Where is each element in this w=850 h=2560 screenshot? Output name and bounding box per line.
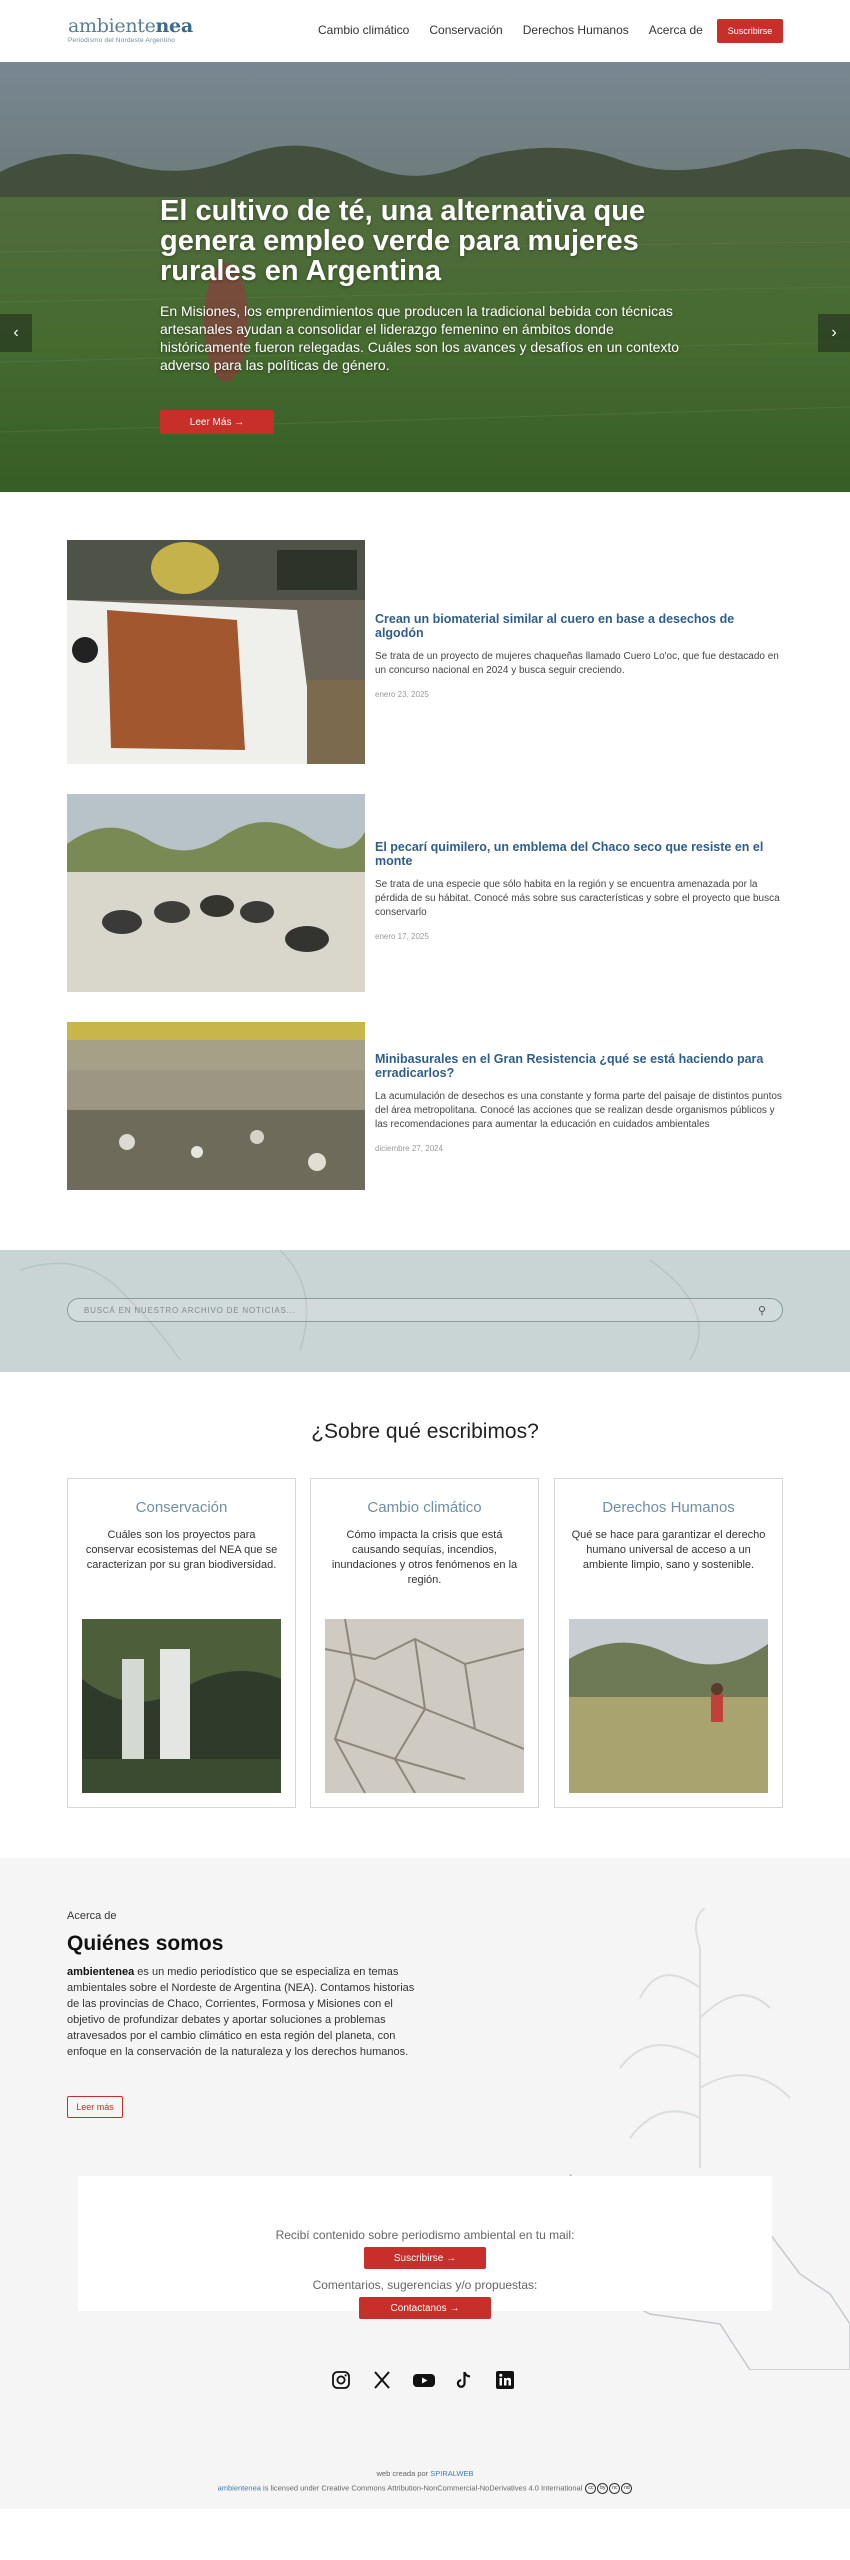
archive-search-section: [0, 1250, 850, 1372]
topic-card-title: Conservación: [135, 1499, 228, 1516]
subscribe-prompt: Recibí contenido sobre periodismo ambiental en tu mail:: [275, 2228, 575, 2242]
hero-title[interactable]: El cultivo de té, una alternativa que genera empleo verde para mujeres rurales en Argentina: [160, 195, 646, 287]
contact-button[interactable]: Contactanos →: [359, 2297, 491, 2319]
article-excerpt: Se trata de un proyecto de mujeres chaqueñas llamado Cuero Lo'oc, que fue destacado en un concurso nacional en 2024 y busca seguir creciendo.: [375, 651, 779, 676]
search-icon[interactable]: ⚲: [757, 1304, 766, 1317]
about-description: es un medio periodístico que se especializa en temas ambientales sobre el Nordeste de Argentina (NEA). Contamos historias de las provincias de Chaco, Corrientes, Formosa y Misiones con el objetivo de profundizar debates y aportar soluciones a problemas atravesados por el cambio climático en esta región del planeta, con enfoque en la conservación de la naturaleza y los derechos humanos.: [67, 1966, 415, 2058]
article-title[interactable]: Minibasurales en el Gran Resistencia ¿qué se está haciendo para erradicarlos?: [375, 1052, 764, 1080]
garbage-dump-image: [67, 1022, 365, 1190]
linkedin-icon[interactable]: [495, 2370, 515, 2390]
topic-card-text: Cómo impacta la crisis que está causando sequías, incendios, inundaciones y otros fenómenos en la región.: [331, 1529, 518, 1586]
header-subscribe-button[interactable]: Suscribirse: [717, 19, 783, 43]
article-card: [67, 540, 783, 764]
site-header: [0, 0, 850, 62]
credit-link[interactable]: SPIRALWEB: [430, 2469, 474, 2478]
cc-icon: cc: [585, 2483, 596, 2494]
footer-credit: web creada por SPIRALWEB: [376, 2469, 474, 2478]
social-links: [0, 2370, 850, 2463]
plant-illustration-decoration: [570, 1908, 830, 2168]
footer-license: [0, 2483, 850, 2494]
hero-slider: [0, 62, 850, 492]
topics-title: ¿Sobre qué escribimos?: [311, 1420, 539, 1443]
article-card: [67, 1022, 783, 1190]
topics-section: [0, 1372, 850, 1858]
article-thumbnail[interactable]: [67, 540, 365, 764]
nav-derechos-humanos[interactable]: Derechos Humanos: [522, 23, 629, 37]
chevron-left-icon: ‹: [13, 324, 19, 341]
youtube-icon[interactable]: [413, 2370, 433, 2390]
tiktok-icon[interactable]: [454, 2370, 474, 2390]
about-brand: ambientenea: [67, 1966, 135, 1978]
logo-tagline: Periodismo del Nordeste Argentino: [68, 37, 176, 44]
instagram-icon[interactable]: [331, 2370, 351, 2390]
subscribe-card: [78, 2176, 772, 2314]
search-input[interactable]: [67, 1298, 783, 1322]
article-title[interactable]: El pecarí quimilero, un emblema del Chaco seco que resiste en el monte: [375, 840, 764, 868]
hero-prev-button[interactable]: [0, 314, 32, 352]
article-date: enero 23, 2025: [375, 690, 429, 699]
about-title: Quiénes somos: [67, 1932, 224, 1955]
about-read-more-button[interactable]: Leer más: [67, 2096, 123, 2118]
topic-card-text: Cuáles son los proyectos para conservar ecosistemas del NEA que se caracterizan por su gran biodiversidad.: [85, 1529, 278, 1571]
article-body: [375, 840, 783, 941]
contact-prompt: Comentarios, sugerencias y/o propuestas:: [312, 2278, 538, 2292]
peccary-image: [67, 794, 365, 992]
chevron-right-icon: ›: [831, 324, 837, 341]
waterfall-image: [82, 1619, 281, 1793]
article-thumbnail[interactable]: [67, 794, 365, 992]
article-list: [0, 492, 850, 1250]
license-site-link[interactable]: ambientenea: [217, 2483, 261, 2493]
leather-biomaterial-image: [67, 540, 365, 764]
article-body: [375, 1052, 783, 1153]
article-excerpt: Se trata de una especie que sólo habita en la región y se encuentra amenazada por la pérdida de su hábitat. Conocé más sobre sus características y sobre el proyecto que busca conservarlo: [375, 879, 780, 918]
topic-card-title: Derechos Humanos: [602, 1499, 735, 1516]
about-section: [0, 1858, 850, 2174]
about-text: [67, 1964, 422, 2060]
article-title[interactable]: Crean un biomaterial similar al cuero en base a desechos de algodón: [375, 612, 735, 640]
site-footer: [0, 2463, 850, 2509]
topic-card-cambio-climatico[interactable]: [310, 1478, 539, 1808]
hero-next-button[interactable]: [818, 314, 850, 352]
nav-acerca-de[interactable]: Acerca de: [648, 23, 703, 37]
topic-card-text: Qué se hace para garantizar el derecho humano universal de acceso a un ambiente limpio, sano y sostenible.: [571, 1529, 766, 1571]
hero-excerpt: En Misiones, los emprendimientos que producen la tradicional bebida con técnicas artesanales ayudan a consolidar el liderazgo femenino en ámbitos donde históricamente fueron relegadas. Cuáles son los avances y desafíos en un contexto adverso para las políticas de género.: [160, 303, 680, 373]
cc-nc-icon: nc: [609, 2483, 620, 2494]
nav-cambio-climatico[interactable]: Cambio climático: [318, 23, 410, 37]
article-date: enero 17, 2025: [375, 932, 429, 941]
license-text: is licensed under Creative Commons Attribution-NonCommercial-NoDerivatives 4.0 International: [260, 2483, 583, 2493]
logo-wordmark: ambientenea: [68, 15, 193, 37]
x-icon[interactable]: [372, 2370, 392, 2390]
hero-read-more-button[interactable]: Leer Más →: [160, 410, 274, 434]
topic-card-derechos-humanos[interactable]: [554, 1478, 783, 1808]
cracked-earth-image: [325, 1619, 524, 1793]
about-kicker: Acerca de: [67, 1910, 117, 1922]
topic-card-title: Cambio climático: [367, 1499, 482, 1516]
article-excerpt: La acumulación de desechos es una constante y forma parte del paisaje de distintos puntos del área metropolitana. Conocé las acciones que se realizan desde organismos públicos y las recomendaciones para aumentar la educación en cuidados ambientales: [375, 1091, 782, 1130]
article-thumbnail[interactable]: [67, 1022, 365, 1190]
cc-nd-icon: nd: [621, 2483, 632, 2494]
article-card: [67, 794, 783, 992]
site-logo[interactable]: [68, 16, 193, 44]
topic-card-conservacion[interactable]: [67, 1478, 296, 1808]
nav-conservacion[interactable]: Conservación: [429, 23, 503, 37]
cc-by-icon: by: [597, 2483, 608, 2494]
article-body: [375, 612, 783, 699]
main-nav: [318, 23, 703, 37]
subscribe-button[interactable]: Suscribirse →: [364, 2247, 486, 2269]
article-date: diciembre 27, 2024: [375, 1144, 444, 1153]
search-placeholder: BUSCÁ EN NUESTRO ARCHIVO DE NOTICIAS...: [84, 1305, 296, 1315]
subscribe-section: [0, 2174, 850, 2370]
field-worker-image: [569, 1619, 768, 1793]
